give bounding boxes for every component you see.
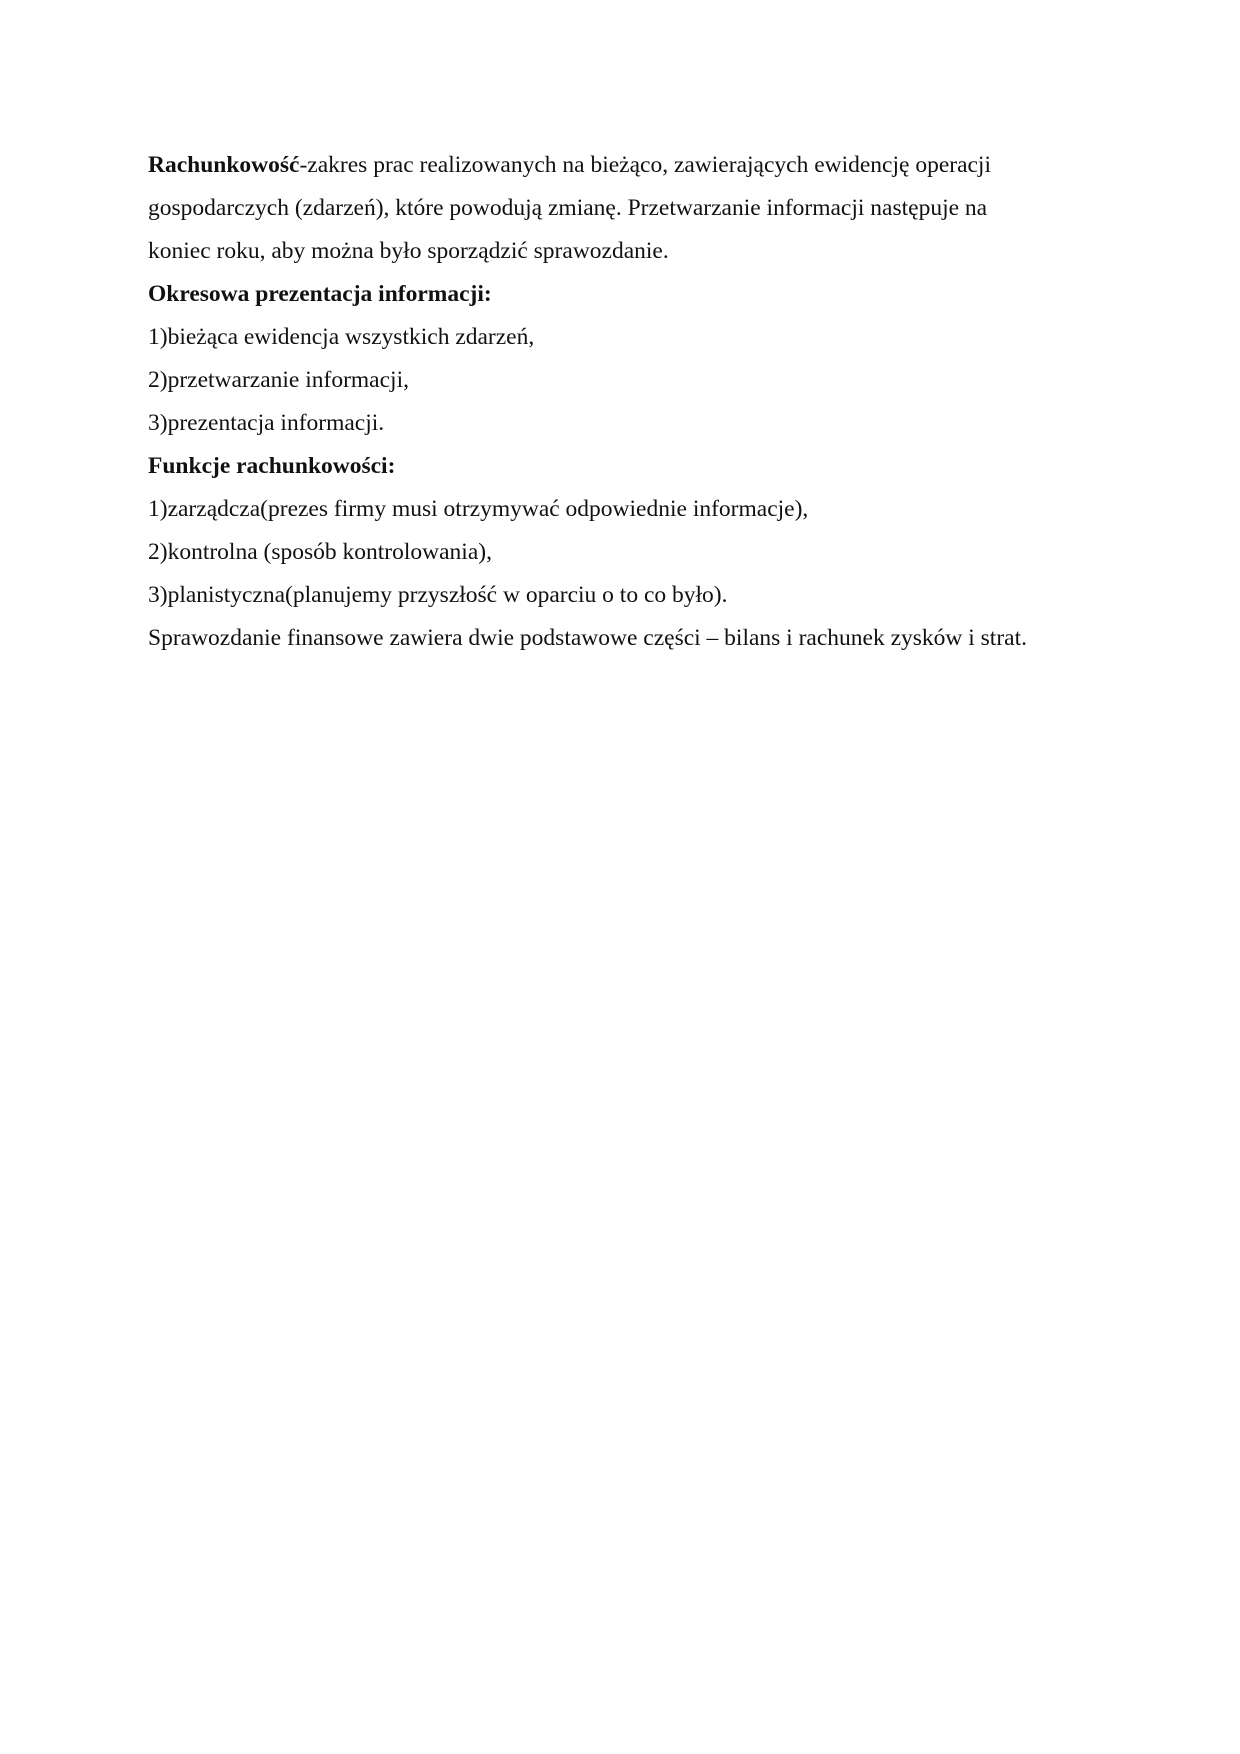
definition-text: -zakres prac realizowanych na bieżąco, zawierających ewidencję operacji <box>299 152 991 178</box>
document-body <box>148 144 1108 660</box>
intro-paragraph-line-1 <box>148 144 1108 187</box>
section-heading-presentation: Okresowa prezentacja informacji: <box>148 281 492 307</box>
list-item: 1)zarządcza(prezes firmy musi otrzymywać odpowiednie informacje), <box>148 496 809 522</box>
closing-paragraph: Sprawozdanie finansowe zawiera dwie podstawowe części – bilans i rachunek zysków i strat. <box>148 625 1027 651</box>
intro-paragraph-line-3: koniec roku, aby można było sporządzić sprawozdanie. <box>148 238 669 264</box>
defined-term: Rachunkowość <box>148 152 300 178</box>
list-item: 2)kontrolna (sposób kontrolowania), <box>148 539 492 565</box>
list-item: 3)prezentacja informacji. <box>148 410 385 436</box>
intro-paragraph-line-2: gospodarczych (zdarzeń), które powodują zmianę. Przetwarzanie informacji następuje na <box>148 195 988 221</box>
section-heading-functions: Funkcje rachunkowości: <box>148 453 396 479</box>
list-item: 3)planistyczna(planujemy przyszłość w oparciu o to co było). <box>148 582 728 608</box>
list-item: 1)bieżąca ewidencja wszystkich zdarzeń, <box>148 324 535 350</box>
list-item: 2)przetwarzanie informacji, <box>148 367 409 393</box>
